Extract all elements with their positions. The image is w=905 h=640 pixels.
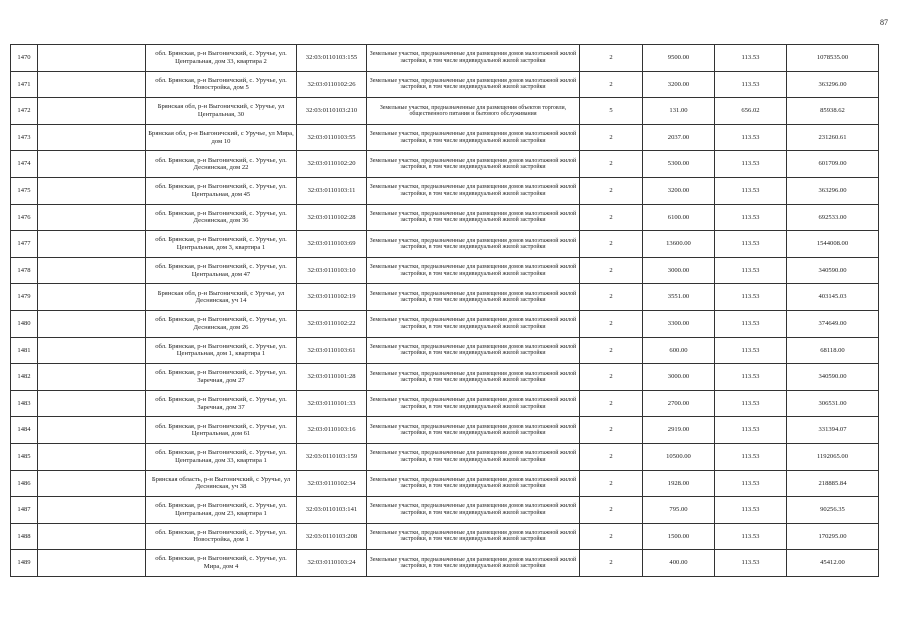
land-use-cell: Земельные участки, предназначенные для размещения домов малоэтажной жилой застройки, в том числе индивидуальной жилой застройки	[367, 257, 580, 284]
cadastral-number-cell: 32:03:0110103:10	[297, 257, 367, 284]
table-row	[11, 284, 879, 311]
land-use-cell: Земельные участки, предназначенные для размещения домов малоэтажной жилой застройки, в том числе индивидуальной жилой застройки	[367, 470, 580, 497]
row-number: 1484	[11, 417, 38, 444]
row-number: 1485	[11, 443, 38, 470]
row-number: 1479	[11, 284, 38, 311]
specific-value-cell: 113.53	[715, 231, 787, 258]
empty-cell	[38, 284, 146, 311]
row-number: 1472	[11, 98, 38, 125]
land-use-cell: Земельные участки, предназначенные для размещения домов малоэтажной жилой застройки, в том числе индивидуальной жилой застройки	[367, 231, 580, 258]
area-cell: 3551.00	[643, 284, 715, 311]
group-cell: 2	[580, 310, 643, 337]
table-row	[11, 523, 879, 550]
specific-value-cell: 113.53	[715, 45, 787, 72]
land-use-cell: Земельные участки, предназначенные для размещения домов малоэтажной жилой застройки, в том числе индивидуальной жилой застройки	[367, 45, 580, 72]
area-cell: 600.00	[643, 337, 715, 364]
address-cell: обл. Брянская, р-н Выгоничский, с. Уручье, ул. Заречная, дом 27	[146, 364, 297, 391]
area-cell: 3300.00	[643, 310, 715, 337]
table-row	[11, 204, 879, 231]
empty-cell	[38, 337, 146, 364]
cadastral-number-cell: 32:03:0110103:55	[297, 124, 367, 151]
cadastral-number-cell: 32:03:0110102:20	[297, 151, 367, 178]
cadastral-value-cell: 231260.61	[787, 124, 879, 151]
address-cell: обл. Брянская, р-н Выгоничский, с. Уручье, ул. Центральная, дом 61	[146, 417, 297, 444]
group-cell: 2	[580, 204, 643, 231]
specific-value-cell: 113.53	[715, 523, 787, 550]
address-cell: обл. Брянская, р-н Выгоничский, с. Уручье, ул. Мира, дом 4	[146, 550, 297, 577]
area-cell: 2919.00	[643, 417, 715, 444]
address-cell: обл. Брянская, р-н Выгоничский, с. Уручье, ул. Центральная, дом 33, квартира 1	[146, 443, 297, 470]
cadastral-value-cell: 363296.00	[787, 71, 879, 98]
table-row	[11, 231, 879, 258]
address-cell: Брянская область, р-н Выгоничский, с Уручье, ул Деснянская, уч 38	[146, 470, 297, 497]
cadastral-number-cell: 32:03:0110102:19	[297, 284, 367, 311]
address-cell: обл. Брянская, р-н Выгоничский, с. Уручье, ул. Деснянская, дом 36	[146, 204, 297, 231]
area-cell: 3000.00	[643, 257, 715, 284]
table-row	[11, 550, 879, 577]
land-use-cell: Земельные участки, предназначенные для размещения домов малоэтажной жилой застройки, в том числе индивидуальной жилой застройки	[367, 151, 580, 178]
specific-value-cell: 113.53	[715, 151, 787, 178]
address-cell: обл. Брянская, р-н Выгоничский, с. Уручье, ул. Новостройка, дом 5	[146, 71, 297, 98]
address-cell: обл. Брянская, р-н Выгоничский, с. Уручье, ул. Центральная, дом 3, квартира 1	[146, 231, 297, 258]
cadastral-value-cell: 363296.00	[787, 177, 879, 204]
table-row	[11, 470, 879, 497]
empty-cell	[38, 231, 146, 258]
specific-value-cell: 113.53	[715, 310, 787, 337]
row-number: 1470	[11, 45, 38, 72]
table-row	[11, 45, 879, 72]
land-use-cell: Земельные участки, предназначенные для размещения домов малоэтажной жилой застройки, в том числе индивидуальной жилой застройки	[367, 550, 580, 577]
table-row	[11, 390, 879, 417]
table-row	[11, 417, 879, 444]
address-cell: обл. Брянская, р-н Выгоничский, с. Уручье, ул. Деснянская, дом 26	[146, 310, 297, 337]
empty-cell	[38, 470, 146, 497]
area-cell: 2700.00	[643, 390, 715, 417]
land-use-cell: Земельные участки, предназначенные для размещения домов малоэтажной жилой застройки, в том числе индивидуальной жилой застройки	[367, 204, 580, 231]
cadastral-number-cell: 32:03:0110103:24	[297, 550, 367, 577]
address-cell: Брянская обл, р-н Выгоничский, с Уручье, ул Мира, дом 10	[146, 124, 297, 151]
address-cell: обл. Брянская, р-н Выгоничский, с. Уручье, ул. Заречная, дом 37	[146, 390, 297, 417]
group-cell: 2	[580, 177, 643, 204]
group-cell: 2	[580, 497, 643, 524]
cadastral-value-cell: 90256.35	[787, 497, 879, 524]
land-use-cell: Земельные участки, предназначенные для размещения домов малоэтажной жилой застройки, в том числе индивидуальной жилой застройки	[367, 177, 580, 204]
group-cell: 2	[580, 231, 643, 258]
specific-value-cell: 113.53	[715, 497, 787, 524]
specific-value-cell: 113.53	[715, 204, 787, 231]
specific-value-cell: 113.53	[715, 337, 787, 364]
cadastral-value-cell: 170295.00	[787, 523, 879, 550]
empty-cell	[38, 124, 146, 151]
row-number: 1483	[11, 390, 38, 417]
empty-cell	[38, 71, 146, 98]
group-cell: 5	[580, 98, 643, 125]
land-use-cell: Земельные участки, предназначенные для размещения домов малоэтажной жилой застройки, в том числе индивидуальной жилой застройки	[367, 443, 580, 470]
specific-value-cell: 113.53	[715, 443, 787, 470]
group-cell: 2	[580, 71, 643, 98]
cadastral-number-cell: 32:03:0110103:210	[297, 98, 367, 125]
row-number: 1487	[11, 497, 38, 524]
row-number: 1477	[11, 231, 38, 258]
specific-value-cell: 113.53	[715, 71, 787, 98]
empty-cell	[38, 497, 146, 524]
land-use-cell: Земельные участки, предназначенные для размещения домов малоэтажной жилой застройки, в том числе индивидуальной жилой застройки	[367, 523, 580, 550]
specific-value-cell: 113.53	[715, 390, 787, 417]
group-cell: 2	[580, 284, 643, 311]
row-number: 1474	[11, 151, 38, 178]
cadastral-number-cell: 32:03:0110103:69	[297, 231, 367, 258]
empty-cell	[38, 257, 146, 284]
cadastral-value-cell: 1192065.00	[787, 443, 879, 470]
area-cell: 3000.00	[643, 364, 715, 391]
empty-cell	[38, 310, 146, 337]
cadastral-number-cell: 32:03:0110102:28	[297, 204, 367, 231]
group-cell: 2	[580, 257, 643, 284]
land-use-cell: Земельные участки, предназначенные для размещения домов малоэтажной жилой застройки, в том числе индивидуальной жилой застройки	[367, 124, 580, 151]
cadastral-number-cell: 32:03:0110103:208	[297, 523, 367, 550]
area-cell: 2037.00	[643, 124, 715, 151]
cadastral-number-cell: 32:03:0110102:34	[297, 470, 367, 497]
cadastral-number-cell: 32:03:0110101:33	[297, 390, 367, 417]
land-use-cell: Земельные участки, предназначенные для размещения домов малоэтажной жилой застройки, в том числе индивидуальной жилой застройки	[367, 417, 580, 444]
group-cell: 2	[580, 45, 643, 72]
land-use-cell: Земельные участки, предназначенные для размещения домов малоэтажной жилой застройки, в том числе индивидуальной жилой застройки	[367, 364, 580, 391]
row-number: 1489	[11, 550, 38, 577]
cadastral-value-cell: 1078535.00	[787, 45, 879, 72]
row-number: 1478	[11, 257, 38, 284]
area-cell: 3200.00	[643, 177, 715, 204]
cadastral-number-cell: 32:03:0110102:26	[297, 71, 367, 98]
empty-cell	[38, 98, 146, 125]
cadastral-value-cell: 692533.00	[787, 204, 879, 231]
page-number: 87	[880, 18, 888, 27]
address-cell: обл. Брянская, р-н Выгоничский, с. Уручье, ул. Деснянская, дом 22	[146, 151, 297, 178]
group-cell: 2	[580, 470, 643, 497]
area-cell: 10500.00	[643, 443, 715, 470]
specific-value-cell: 113.53	[715, 177, 787, 204]
specific-value-cell: 113.53	[715, 417, 787, 444]
group-cell: 2	[580, 390, 643, 417]
cadastral-number-cell: 32:03:0110103:11	[297, 177, 367, 204]
group-cell: 2	[580, 443, 643, 470]
cadastral-number-cell: 32:03:0110102:22	[297, 310, 367, 337]
cadastral-number-cell: 32:03:0110101:28	[297, 364, 367, 391]
address-cell: Брянская обл, р-н Выгоничский, с Уручье, ул Деснянская, уч 14	[146, 284, 297, 311]
empty-cell	[38, 390, 146, 417]
area-cell: 9500.00	[643, 45, 715, 72]
table-row	[11, 151, 879, 178]
area-cell: 13600.00	[643, 231, 715, 258]
land-use-cell: Земельные участки, предназначенные для размещения домов малоэтажной жилой застройки, в том числе индивидуальной жилой застройки	[367, 284, 580, 311]
cadastral-value-cell: 68118.00	[787, 337, 879, 364]
group-cell: 2	[580, 124, 643, 151]
table-row	[11, 98, 879, 125]
specific-value-cell: 113.53	[715, 470, 787, 497]
empty-cell	[38, 417, 146, 444]
row-number: 1471	[11, 71, 38, 98]
row-number: 1486	[11, 470, 38, 497]
empty-cell	[38, 364, 146, 391]
row-number: 1482	[11, 364, 38, 391]
cadastral-value-cell: 85938.62	[787, 98, 879, 125]
land-use-cell: Земельные участки, предназначенные для размещения домов малоэтажной жилой застройки, в том числе индивидуальной жилой застройки	[367, 337, 580, 364]
row-number: 1488	[11, 523, 38, 550]
cadastral-value-cell: 374649.00	[787, 310, 879, 337]
row-number: 1480	[11, 310, 38, 337]
group-cell: 2	[580, 523, 643, 550]
row-number: 1475	[11, 177, 38, 204]
land-use-cell: Земельные участки, предназначенные для размещения домов малоэтажной жилой застройки, в том числе индивидуальной жилой застройки	[367, 71, 580, 98]
cadastral-number-cell: 32:03:0110103:155	[297, 45, 367, 72]
area-cell: 131.00	[643, 98, 715, 125]
table-row	[11, 310, 879, 337]
cadastral-number-cell: 32:03:0110103:61	[297, 337, 367, 364]
group-cell: 2	[580, 417, 643, 444]
area-cell: 1500.00	[643, 523, 715, 550]
empty-cell	[38, 151, 146, 178]
area-cell: 6100.00	[643, 204, 715, 231]
empty-cell	[38, 45, 146, 72]
table-row	[11, 71, 879, 98]
cadastral-number-cell: 32:03:0110103:141	[297, 497, 367, 524]
cadastral-number-cell: 32:03:0110103:159	[297, 443, 367, 470]
area-cell: 400.00	[643, 550, 715, 577]
empty-cell	[38, 550, 146, 577]
address-cell: обл. Брянская, р-н Выгоничский, с. Уручье, ул. Новостройка, дом 1	[146, 523, 297, 550]
address-cell: обл. Брянская, р-н Выгоничский, с. Уручье, ул. Центральная, дом 1, квартира 1	[146, 337, 297, 364]
address-cell: Брянская обл, р-н Выгоничский, с Уручье, ул Центральная, 30	[146, 98, 297, 125]
table-row	[11, 443, 879, 470]
row-number: 1481	[11, 337, 38, 364]
specific-value-cell: 113.53	[715, 257, 787, 284]
address-cell: обл. Брянская, р-н Выгоничский, с. Уручье, ул. Центральная, дом 45	[146, 177, 297, 204]
table-row	[11, 497, 879, 524]
cadastral-value-cell: 1544008.00	[787, 231, 879, 258]
empty-cell	[38, 204, 146, 231]
cadastral-value-cell: 340590.00	[787, 257, 879, 284]
group-cell: 2	[580, 151, 643, 178]
table-row	[11, 177, 879, 204]
cadastral-value-cell: 340590.00	[787, 364, 879, 391]
table-row	[11, 337, 879, 364]
specific-value-cell: 113.53	[715, 284, 787, 311]
land-use-cell: Земельные участки, предназначенные для размещения домов малоэтажной жилой застройки, в том числе индивидуальной жилой застройки	[367, 390, 580, 417]
address-cell: обл. Брянская, р-н Выгоничский, с. Уручье, ул. Центральная, дом 47	[146, 257, 297, 284]
empty-cell	[38, 177, 146, 204]
cadastral-value-cell: 331394.07	[787, 417, 879, 444]
cadastral-value-cell: 45412.00	[787, 550, 879, 577]
row-number: 1476	[11, 204, 38, 231]
specific-value-cell: 113.53	[715, 550, 787, 577]
area-cell: 795.00	[643, 497, 715, 524]
cadastral-value-table	[10, 44, 879, 577]
land-use-cell: Земельные участки, предназначенные для размещения домов малоэтажной жилой застройки, в том числе индивидуальной жилой застройки	[367, 497, 580, 524]
cadastral-value-cell: 403145.03	[787, 284, 879, 311]
group-cell: 2	[580, 337, 643, 364]
land-use-cell: Земельные участки, предназначенные для размещения объектов торговли, общественного питания и бытового обслуживания	[367, 98, 580, 125]
table-row	[11, 124, 879, 151]
land-use-cell: Земельные участки, предназначенные для размещения домов малоэтажной жилой застройки, в том числе индивидуальной жилой застройки	[367, 310, 580, 337]
address-cell: обл. Брянская, р-н Выгоничский, с. Уручье, ул. Центральная, дом 23, квартира 1	[146, 497, 297, 524]
cadastral-value-cell: 601709.00	[787, 151, 879, 178]
cadastral-number-cell: 32:03:0110103:16	[297, 417, 367, 444]
specific-value-cell: 656.02	[715, 98, 787, 125]
empty-cell	[38, 443, 146, 470]
specific-value-cell: 113.53	[715, 124, 787, 151]
table-row	[11, 364, 879, 391]
row-number: 1473	[11, 124, 38, 151]
specific-value-cell: 113.53	[715, 364, 787, 391]
cadastral-value-cell: 218885.84	[787, 470, 879, 497]
table-row	[11, 257, 879, 284]
area-cell: 1928.00	[643, 470, 715, 497]
area-cell: 5300.00	[643, 151, 715, 178]
group-cell: 2	[580, 364, 643, 391]
area-cell: 3200.00	[643, 71, 715, 98]
group-cell: 2	[580, 550, 643, 577]
address-cell: обл. Брянская, р-н Выгоничский, с. Уручье, ул. Центральная, дом 33, квартира 2	[146, 45, 297, 72]
empty-cell	[38, 523, 146, 550]
cadastral-value-cell: 306531.00	[787, 390, 879, 417]
